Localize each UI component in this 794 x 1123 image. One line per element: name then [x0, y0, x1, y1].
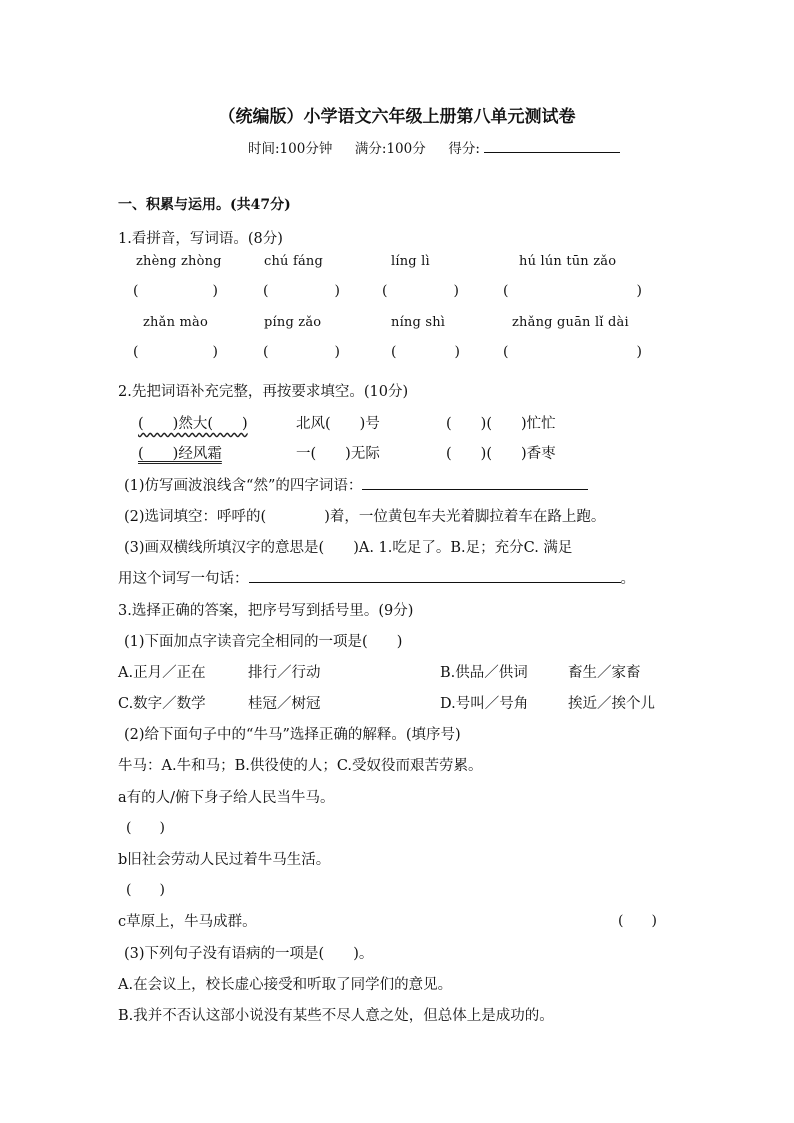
- q3-sub-2: (2)给下面句子中的“牛马”选择正确的解释。(填序号): [124, 727, 461, 743]
- pinyin-5: zhǎn mào: [143, 315, 208, 330]
- idiom-fill-4[interactable]: ( )经风霜: [138, 446, 222, 462]
- pinyin-2: chú fáng: [264, 254, 324, 269]
- answer-paren-a[interactable]: ( ): [126, 820, 165, 836]
- full-score-info: 满分:100分: [354, 141, 426, 157]
- idiom-fill-1[interactable]: ( )然大( ): [138, 416, 248, 432]
- sentence-c: c草原上，牛马成群。: [118, 914, 257, 930]
- score-label: 得分:: [448, 141, 480, 157]
- answer-paren[interactable]: ( ): [133, 283, 218, 299]
- answer-line[interactable]: [362, 475, 588, 490]
- time-info: 时间:100分钟: [248, 141, 333, 157]
- q2-sub-1: (1)仿写画波浪线含“然”的四字词语：: [124, 474, 588, 495]
- answer-paren[interactable]: ( ): [263, 283, 340, 299]
- choice-a[interactable]: A.在会议上，校长虚心接受和听取了同学们的意见。: [118, 977, 453, 993]
- answer-paren[interactable]: ( ): [503, 344, 642, 360]
- option-b[interactable]: B.供品／供词: [440, 665, 528, 681]
- q2-sub-2: (2)选词填空：呼呼的( )着，一位黄包车夫光着脚拉着车在路上跑。: [124, 509, 606, 525]
- option-c-pair: 桂冠／树冠: [248, 696, 321, 712]
- answer-line[interactable]: [249, 568, 621, 583]
- question-2-prompt: 2.先把词语补充完整，再按要求填空。(10分): [118, 384, 409, 400]
- answer-paren[interactable]: ( ): [263, 344, 340, 360]
- q2-sub-3: (3)画双横线所填汉字的意思是( )A. 1.吃足了。B.足；充分C. 满足: [124, 540, 573, 556]
- option-b-pair: 畜生／家畜: [568, 665, 641, 681]
- question-3-prompt: 3.选择正确的答案，把序号写到括号里。(9分): [118, 603, 414, 619]
- answer-paren-b[interactable]: ( ): [126, 882, 165, 898]
- pinyin-7: níng shì: [391, 315, 446, 330]
- option-a[interactable]: A.正月／正在: [118, 665, 206, 681]
- answer-paren[interactable]: ( ): [382, 283, 459, 299]
- option-d-pair: 挨近／挨个儿: [568, 696, 655, 712]
- sentence-b: b旧社会劳动人民过着牛马生活。: [118, 852, 331, 868]
- option-c[interactable]: C.数字／数学: [118, 696, 206, 712]
- section-heading: 一、积累与运用。(共47分): [118, 197, 291, 213]
- answer-paren[interactable]: ( ): [503, 283, 642, 299]
- choice-b[interactable]: B.我并不否认这部小说没有某些不尽人意之处，但总体上是成功的。: [118, 1008, 554, 1024]
- q3-sub-3: (3)下列句子没有语病的一项是( )。: [124, 946, 374, 962]
- definition-line: 牛马：A.牛和马；B.供役使的人；C.受奴役而艰苦劳累。: [118, 758, 483, 774]
- pinyin-4: hú lún tūn zǎo: [519, 254, 617, 269]
- option-d[interactable]: D.号叫／号角: [440, 696, 529, 712]
- sentence-a: a有的人/俯下身子给人民当牛马。: [118, 790, 335, 806]
- idiom-fill-2[interactable]: 北风( )号: [296, 416, 380, 432]
- question-1-prompt: 1.看拼音，写词语。(8分): [118, 231, 283, 247]
- pinyin-6: píng zǎo: [264, 315, 322, 330]
- pinyin-3: líng lì: [391, 254, 430, 269]
- score-blank[interactable]: [484, 138, 620, 153]
- answer-paren[interactable]: ( ): [133, 344, 218, 360]
- header-meta: [248, 137, 620, 157]
- idiom-fill-3[interactable]: ( )( )忙忙: [446, 416, 556, 432]
- idiom-fill-5[interactable]: 一( )无际: [296, 446, 380, 462]
- answer-paren-c[interactable]: ( ): [618, 913, 657, 929]
- pinyin-8: zhǎng guān lǐ dài: [512, 315, 629, 330]
- option-a-pair: 排行／行动: [248, 665, 321, 681]
- idiom-fill-6[interactable]: ( )( )香枣: [446, 446, 556, 462]
- q2-sub-3-cont: 用这个词写一句话： 。: [118, 567, 635, 588]
- page-title: （统编版）小学语文六年级上册第八单元测试卷: [218, 107, 576, 127]
- q3-sub-1: (1)下面加点字读音完全相同的一项是( ): [124, 634, 403, 650]
- answer-paren[interactable]: ( ): [391, 344, 460, 360]
- pinyin-1: zhèng zhòng: [136, 254, 222, 269]
